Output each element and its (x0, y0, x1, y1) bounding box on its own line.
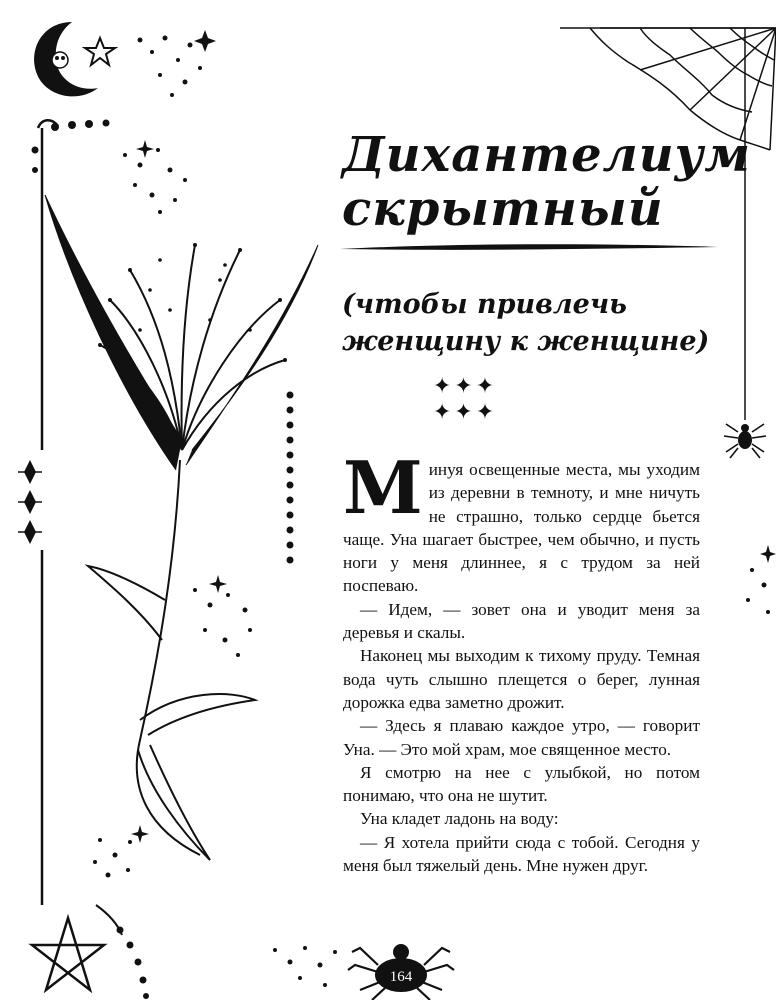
story-paragraph-text: инуя освещенные места, мы уходим из деревни в темноту, и мне ничуть не страшно, только сердце бьется чаще. Уна шагает быстрее, чем обычно, и пусть ноги у меня длиннее, я с трудом за ней поспеваю. (343, 460, 700, 596)
story-paragraph (343, 445, 700, 598)
drop-cap: М (343, 445, 423, 530)
page-subtitle-line: женщину к женщине) (342, 326, 710, 357)
story-paragraph: Наконец мы выходим к тихому пруду. Темная вода чуть слышно плещется о берег, лунная дорожка едва заметно дрожит. (343, 646, 700, 712)
page-subtitle-line: (чтобы привлечь (342, 289, 627, 320)
sparkle-icon (746, 545, 776, 614)
separator-row: ✦✦✦ (432, 374, 498, 399)
page-title-line: скрытный (342, 181, 664, 237)
page-title (342, 128, 762, 236)
crescent-moon-icon (34, 22, 98, 96)
sparkle-icon (273, 946, 337, 987)
page-title-line: Дихантелиум (342, 127, 751, 183)
separator-row: ✦✦✦ (432, 400, 498, 425)
left-diamond-icons (18, 460, 42, 544)
star-icon (85, 38, 115, 65)
spider-icon (724, 424, 766, 458)
sparkle-icon (138, 30, 217, 97)
sparkle-icon (123, 140, 187, 214)
bottom-border-dots (96, 905, 149, 999)
page-number: 164 (389, 969, 413, 985)
section-separator (420, 374, 510, 426)
sparkle-icon (93, 825, 149, 878)
story-paragraph: Уна кладет ладонь на воду: (360, 809, 559, 829)
story-paragraph: — Я хотела прийти сюда с тобой. Сегодня у меня был тяжелый день. Мне нужен друг. (343, 832, 700, 876)
grass-plant-icon (45, 195, 318, 860)
sparkle-icon (193, 575, 252, 657)
page-subtitle (342, 286, 742, 360)
left-border (38, 120, 58, 905)
story-text (343, 445, 700, 877)
vertical-dotted-line (287, 392, 294, 564)
story-paragraph: — Здесь я плаваю каждое утро, — говорит Уна. — Это мой храм, мое священное место. (343, 716, 700, 759)
story-paragraph: — Идем, — зовет она и уводит меня за деревья и скалы. (343, 599, 700, 643)
story-paragraph: Я смотрю на нее с улыбкой, но потом понимаю, что она не шутит. (343, 762, 700, 806)
title-underline (340, 241, 720, 255)
pentagram-icon (32, 918, 104, 992)
